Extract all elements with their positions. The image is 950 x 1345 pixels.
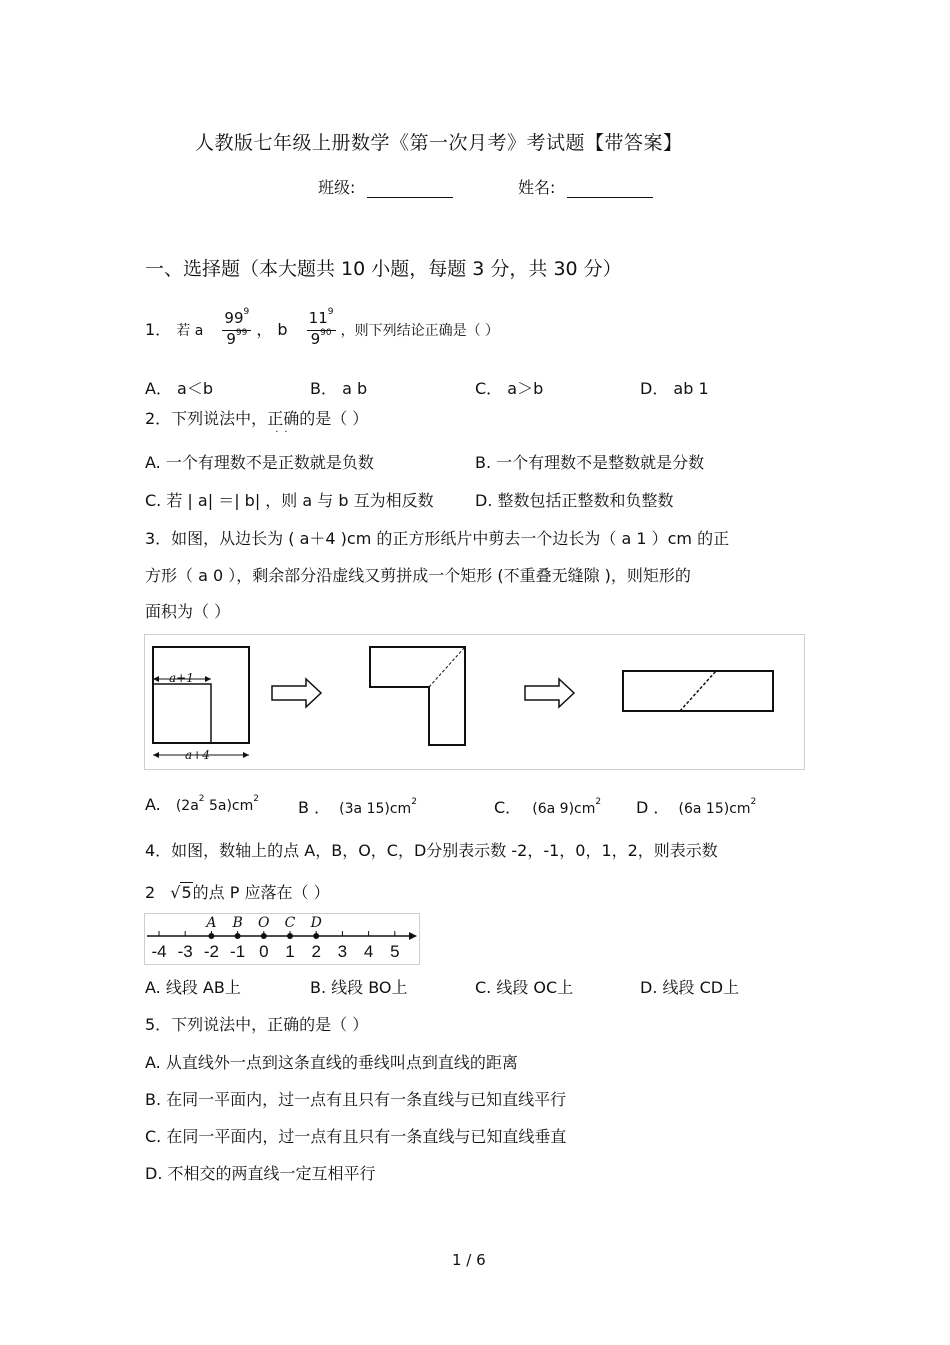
point-A bbox=[208, 933, 214, 939]
point-label-O: O bbox=[258, 915, 270, 931]
q5-option-d[interactable]: D. 不相交的两直线一定互相平行 bbox=[145, 1164, 376, 1183]
q2-stem-pre: 2．下列说法中， bbox=[145, 409, 268, 428]
q1-tail: ，则下列结论正确是（ ） bbox=[340, 323, 500, 339]
q1-a-den-sup: 99 bbox=[235, 328, 248, 338]
sqrt-5: √5 bbox=[170, 883, 192, 902]
section-heading: 一、选择题（本大题共 10 小题，每题 3 分，共 30 分） bbox=[145, 258, 622, 280]
q3-option-b[interactable]: B ． (3a $15)cm^2$ bbox=[298, 797, 417, 817]
q1-option-b[interactable]: B． a b bbox=[310, 379, 368, 398]
q3-option-c[interactable]: C． (6a $9)cm^2$ bbox=[494, 797, 602, 817]
q3-line-1: 3．如图，从边长为 ( a＋4 )cm 的正方形纸片中剪去一个边长为（ a 1 ）cm 的正 bbox=[145, 529, 730, 548]
number-line-figure bbox=[144, 913, 420, 965]
q4-line2-post: 的点 P 应落在（ ） bbox=[192, 883, 330, 902]
tick-label: 4 bbox=[363, 942, 374, 961]
q2-stem-post: 的是（ ） bbox=[299, 409, 369, 428]
q1-ruo: 若 a bbox=[176, 323, 204, 339]
q2-stem-emphasis: 正确 ·· bbox=[267, 409, 300, 438]
tick-label: -1 bbox=[230, 942, 246, 961]
q1-option-d[interactable]: D． ab 1 bbox=[640, 379, 709, 398]
q3-line-3: 面积为（ ） bbox=[145, 602, 231, 621]
tick-label: 0 bbox=[259, 942, 269, 961]
q5-option-a[interactable]: A. 从直线外一点到这条直线的垂线叫点到直线的距离 bbox=[145, 1053, 518, 1072]
point-label-A: A bbox=[206, 915, 217, 931]
small-square bbox=[153, 684, 211, 743]
point-C bbox=[287, 933, 293, 939]
q1-b-den-sup: 90 bbox=[320, 328, 332, 338]
q3-d-pre: D ． bbox=[636, 798, 670, 817]
big-square bbox=[153, 647, 249, 743]
point-label-B: B bbox=[232, 915, 243, 931]
q4-line2-coef: 2 bbox=[145, 883, 156, 902]
q2-option-c[interactable]: C. 若 | a| ＝| b| ，则 a 与 b 互为相反数 bbox=[145, 491, 434, 510]
q5-option-c[interactable]: C. 在同一平面内，过一点有且只有一条直线与已知直线垂直 bbox=[145, 1127, 567, 1146]
q1-option-c[interactable]: C． a＞b bbox=[475, 379, 544, 398]
q4-option-a[interactable]: A. 线段 AB上 bbox=[145, 978, 241, 997]
q1-fraction-b bbox=[307, 307, 336, 351]
tick-label: -2 bbox=[203, 942, 219, 961]
arrow-1-icon bbox=[272, 679, 321, 707]
point-B bbox=[235, 933, 241, 939]
arrow-2-icon bbox=[525, 679, 574, 707]
name-label: 姓名: bbox=[518, 178, 556, 197]
l-shape bbox=[370, 647, 465, 745]
q4-line-1: 4．如图，数轴上的点 A，B，O，C，D分别表示数 -2，-1，0，1，2，则表示数 bbox=[145, 841, 718, 860]
q1-a-num-sup: 9 bbox=[243, 307, 250, 317]
number-line-arrow-icon bbox=[409, 932, 417, 940]
q1-a-num: 99 bbox=[224, 309, 244, 327]
q3-figure-svg bbox=[145, 635, 804, 769]
q3-figure bbox=[144, 634, 805, 770]
document-title: 人教版七年级上册数学《第一次月考》考试题【带答案】 bbox=[195, 132, 683, 154]
l-shape-dashed-cut bbox=[429, 647, 465, 687]
tick-label: 5 bbox=[390, 942, 400, 961]
q3-option-d[interactable]: D ． (6a $15)cm^2$ bbox=[636, 797, 757, 817]
q1-fraction-a bbox=[222, 307, 251, 351]
tick-label: -4 bbox=[151, 942, 167, 961]
q4-line-2 bbox=[145, 880, 330, 903]
top-arrow-right-icon bbox=[205, 676, 211, 682]
name-field[interactable] bbox=[518, 175, 653, 198]
q2-option-b[interactable]: B. 一个有理数不是整数就是分数 bbox=[475, 453, 705, 472]
q3-b-pre: B ． bbox=[298, 798, 331, 817]
q1-b-num: 11 bbox=[308, 309, 328, 327]
q4-option-d[interactable]: D. 线段 CD上 bbox=[640, 978, 740, 997]
tick-label: 2 bbox=[311, 942, 321, 961]
q1-sep: ， b bbox=[256, 320, 288, 339]
q2-option-d[interactable]: D. 整数包括正整数和负整数 bbox=[475, 491, 674, 510]
q4-option-c[interactable]: C. 线段 OC上 bbox=[475, 978, 574, 997]
q3-a-pre: A. bbox=[145, 795, 161, 814]
point-label-C: C bbox=[284, 915, 296, 931]
q3-c-pre: C． bbox=[494, 798, 522, 817]
question-1-stem bbox=[145, 307, 500, 351]
label-a-plus-1: a+1 bbox=[169, 671, 194, 685]
tick-label: -3 bbox=[177, 942, 193, 961]
q1-a-den: 9 bbox=[226, 330, 236, 348]
question-2-stem bbox=[145, 406, 369, 438]
q3-line-2: 方形（ a 0 ），剩余部分沿虚线又剪拼成一个矩形 (不重叠无缝隙 )，则矩形的 bbox=[145, 566, 691, 585]
name-blank[interactable] bbox=[567, 179, 653, 198]
q1-b-num-sup: 9 bbox=[327, 307, 334, 317]
point-D bbox=[313, 933, 319, 939]
number-line-svg bbox=[145, 914, 419, 964]
q4-option-b[interactable]: B. 线段 BO上 bbox=[310, 978, 408, 997]
class-blank[interactable] bbox=[367, 179, 453, 198]
tick-label: 1 bbox=[285, 942, 295, 961]
q1-b-den: 9 bbox=[310, 330, 321, 348]
class-label: 班级: bbox=[318, 178, 356, 197]
page-number: 1 / 6 bbox=[452, 1251, 486, 1269]
point-O bbox=[261, 933, 267, 939]
q5-option-b[interactable]: B. 在同一平面内，过一点有且只有一条直线与已知直线平行 bbox=[145, 1090, 567, 1109]
point-label-D: D bbox=[310, 915, 322, 931]
label-a-plus-4: a+4 bbox=[185, 748, 210, 762]
class-field[interactable] bbox=[318, 175, 453, 198]
q2-option-a[interactable]: A. 一个有理数不是正数就是负数 bbox=[145, 453, 374, 472]
q1-option-a[interactable]: A． a＜b bbox=[145, 379, 213, 398]
rectangle-dashed-cut bbox=[680, 671, 716, 711]
bottom-arrow-left-icon bbox=[153, 752, 159, 758]
q1-prefix: 1． bbox=[145, 320, 172, 339]
tick-label: 3 bbox=[337, 942, 348, 961]
q5-stem: 5．下列说法中，正确的是（ ） bbox=[145, 1015, 369, 1034]
q3-option-a[interactable]: A. ($2a^2$ $5a)cm^2$ bbox=[145, 794, 259, 814]
bottom-arrow-right-icon bbox=[243, 752, 249, 758]
